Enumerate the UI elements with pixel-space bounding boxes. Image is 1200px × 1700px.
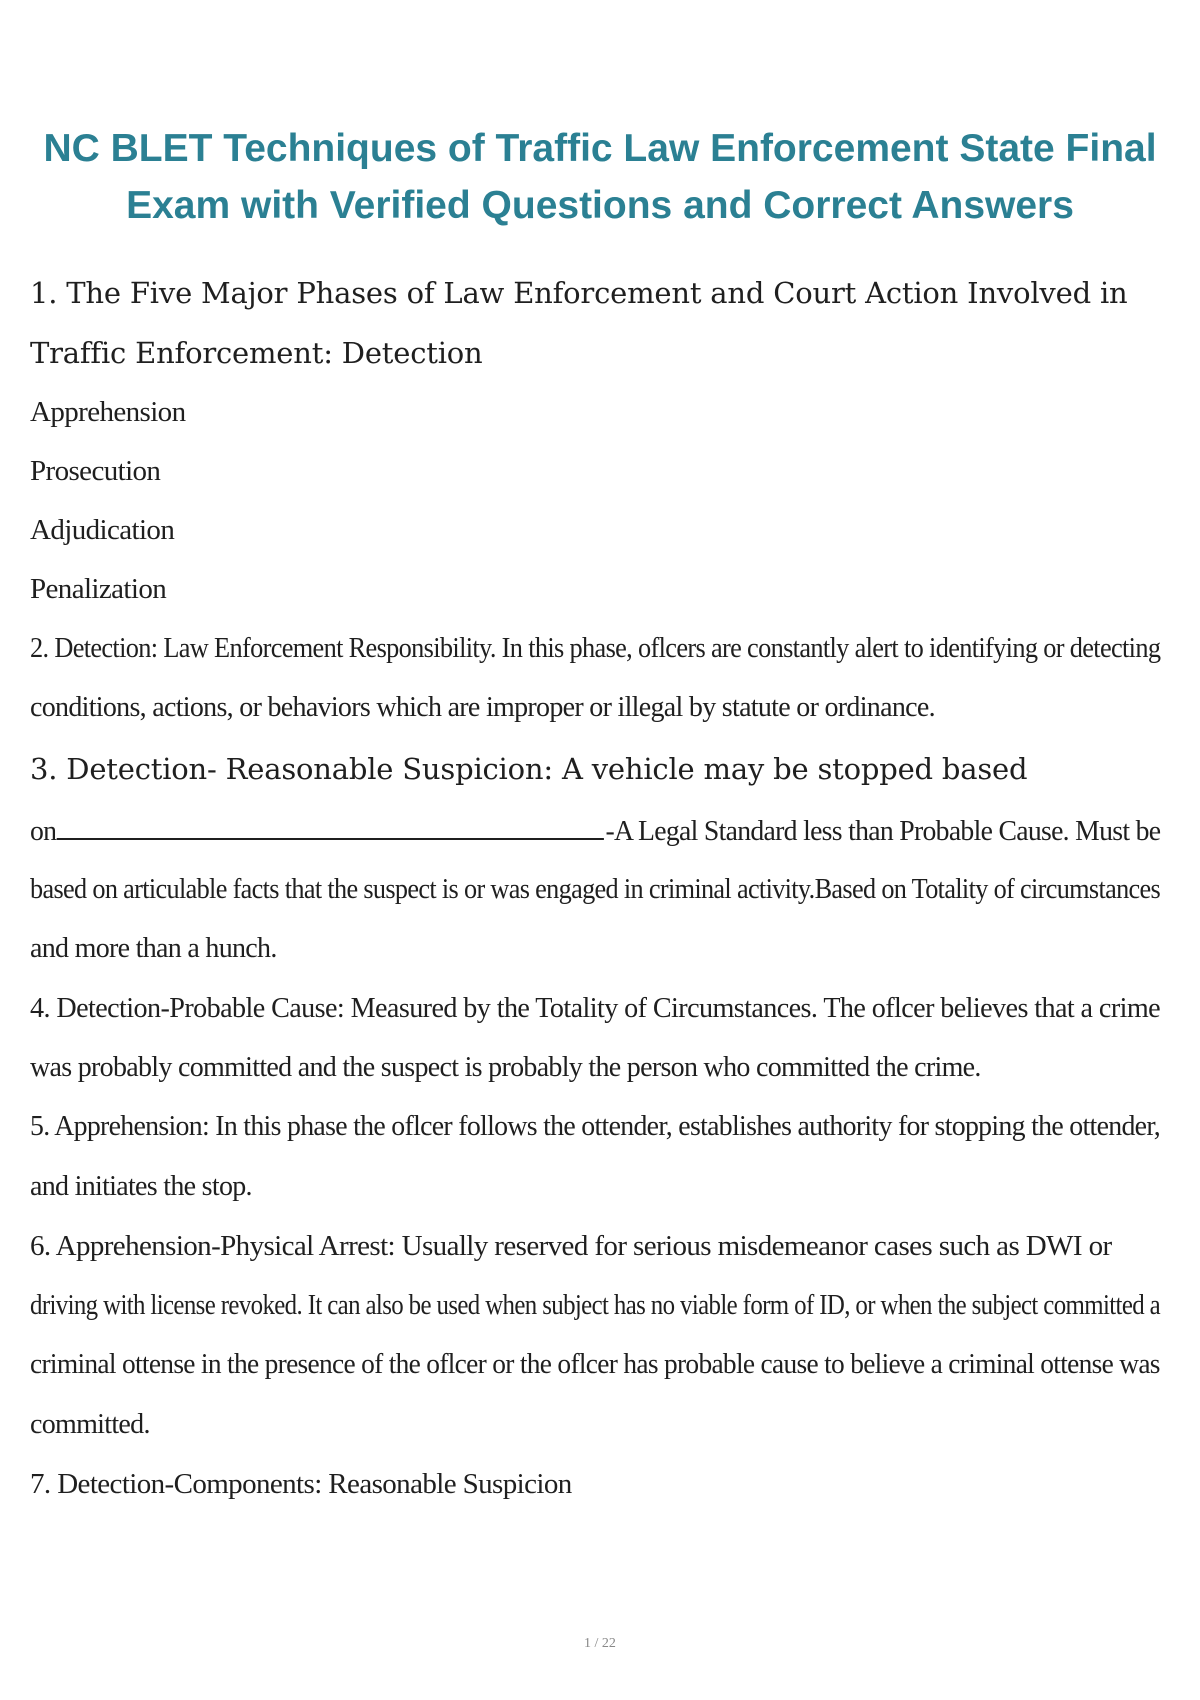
answer-blank	[56, 814, 603, 840]
question-2-line-1: 2. Detection: Law Enforcement Responsibility. In this phase, oflcers are constantly alert to identifying or detecting	[30, 633, 1161, 664]
question-1-answer-1: Apprehension	[30, 396, 186, 428]
question-6-line-3: criminal ottense in the presence of the oflcer or the oflcer has probable cause to believe a criminal ottense was	[30, 1349, 1160, 1380]
question-6-line-4: committed.	[30, 1409, 150, 1440]
question-7-line-1: 7. Detection-Components: Reasonable Suspicion	[30, 1468, 572, 1500]
question-4-line-1: 4. Detection-Probable Cause: Measured by the Totality of Circumstances. The oflcer believes that a crime	[30, 992, 1161, 1024]
question-3-line-2	[30, 814, 1160, 848]
question-3-suffix: -A Legal Standard less than Probable Cause. Must be	[605, 816, 1161, 847]
document-title	[0, 120, 1200, 234]
question-1-answer-3: Adjudication	[30, 514, 175, 546]
title-line-1: NC BLET Techniques of Traffic Law Enforcement State Final	[43, 127, 1157, 170]
question-2-line-2: conditions, actions, or behaviors which are improper or illegal by statute or ordinance.	[30, 692, 935, 723]
question-5-line-2: and initiates the stop.	[30, 1171, 252, 1202]
question-3-prefix: on	[30, 816, 57, 847]
question-3-line-4: and more than a hunch.	[30, 933, 277, 964]
question-6-line-2: driving with license revoked. It can also be used when subject has no viable form of ID, or when the subject committed a	[30, 1290, 1161, 1321]
question-1-answer-4: Penalization	[30, 573, 167, 605]
question-3-line-1: 3. Detection- Reasonable Suspicion: A vehicle may be stopped based	[30, 752, 1028, 786]
question-6-line-1: 6. Apprehension-Physical Arrest: Usually reserved for serious misdemeanor cases such as DWI or	[30, 1230, 1112, 1262]
question-1-line-2: Traffic Enforcement: Detection	[30, 336, 483, 370]
question-1-answer-2: Prosecution	[30, 455, 161, 487]
page-number: 1 / 22	[584, 1636, 616, 1651]
question-5-line-1: 5. Apprehension: In this phase the oflcer follows the ottender, establishes authority for stopping the ottender,	[30, 1111, 1161, 1142]
question-3-line-3: based on articulable facts that the suspect is or was engaged in criminal activity.Based on Totality of circumstances	[30, 874, 1161, 905]
title-line-2: Exam with Verified Questions and Correct Answers	[126, 184, 1074, 227]
question-4-line-2: was probably committed and the suspect is probably the person who committed the crime.	[30, 1052, 981, 1083]
question-1-line-1: 1. The Five Major Phases of Law Enforcement and Court Action Involved in	[30, 276, 1128, 310]
